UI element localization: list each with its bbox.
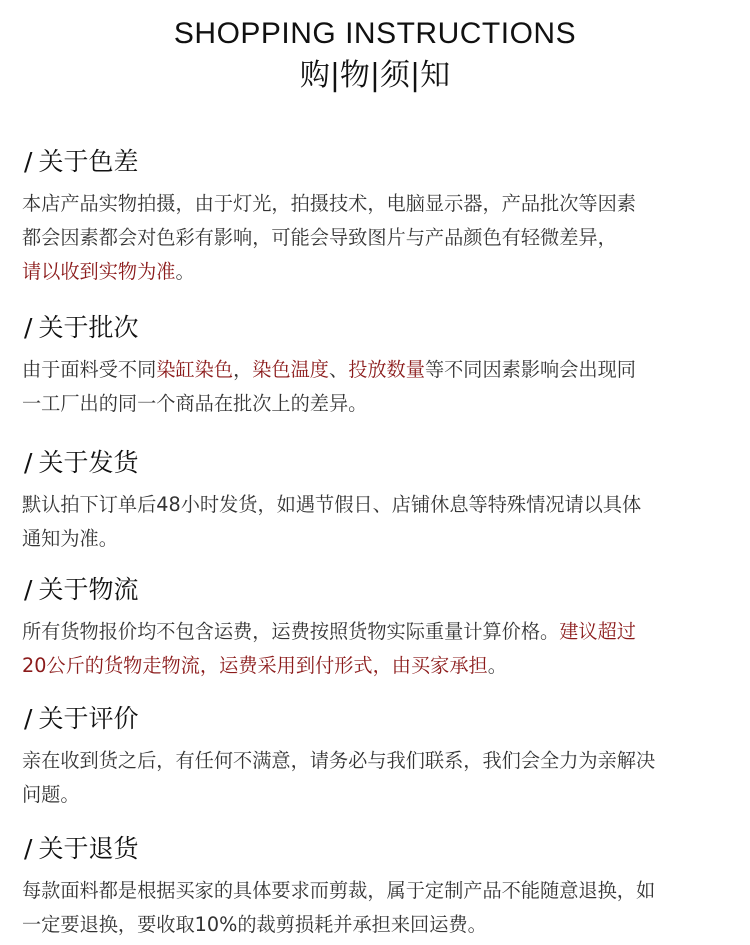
body-line <box>22 908 734 942</box>
section-title <box>24 573 734 607</box>
slash-divider-icon: / <box>24 448 33 477</box>
body-text: 问题。 <box>22 783 80 806</box>
section-body <box>22 615 734 683</box>
section-body <box>22 488 734 556</box>
highlight-text: 染色温度 <box>252 358 329 381</box>
title-chinese: 购|物|须|知 <box>299 58 451 93</box>
body-text: 。 <box>487 654 507 677</box>
section-1 <box>22 145 734 289</box>
body-line <box>22 874 734 908</box>
highlight-text: 请以收到实物为准 <box>22 260 176 283</box>
title-english: SHOPPING INSTRUCTIONS <box>173 17 577 50</box>
body-text: 通知为准。 <box>22 527 118 550</box>
section-title-text: 关于物流 <box>38 575 139 604</box>
slash-divider-icon: / <box>24 313 33 342</box>
section-title-text: 关于评价 <box>38 704 139 733</box>
section-5 <box>22 702 734 812</box>
body-text: 由于面料受不同 <box>22 358 157 381</box>
body-text: 、 <box>329 358 349 381</box>
body-text: 本店产品实物拍摄，由于灯光，拍摄技术，电脑显示器，产品批次等因素 <box>22 192 636 215</box>
highlight-text: 20公斤的货物走物流，运费采用到付形式，由买家承担 <box>22 654 488 677</box>
body-text: ， <box>233 358 253 381</box>
section-title <box>24 145 734 179</box>
body-line <box>22 353 734 387</box>
body-text: 等不同因素影响会出现同 <box>424 358 636 381</box>
section-title <box>24 832 734 866</box>
body-text: 都会因素都会对色彩有影响，可能会导致图片与产品颜色有轻微差异， <box>22 226 617 249</box>
slash-divider-icon: / <box>24 834 33 863</box>
section-title <box>24 702 734 736</box>
body-line <box>22 387 734 421</box>
body-line <box>22 615 734 649</box>
body-line <box>22 187 734 221</box>
body-line <box>22 649 734 683</box>
section-title-text: 关于发货 <box>38 448 139 477</box>
section-title <box>24 311 734 345</box>
body-line <box>22 255 734 289</box>
section-title-text: 关于色差 <box>38 147 139 176</box>
section-body <box>22 744 734 812</box>
section-3 <box>22 446 734 556</box>
body-text: 亲在收到货之后，有任何不满意，请务必与我们联系，我们会全力为亲解决 <box>22 749 656 772</box>
highlight-text: 投放数量 <box>348 358 425 381</box>
section-title <box>24 446 734 480</box>
section-2 <box>22 311 734 421</box>
body-line <box>22 744 734 778</box>
body-text: 一定要退换，要收取10%的裁剪损耗并承担来回运费。 <box>22 913 487 936</box>
slash-divider-icon: / <box>24 147 33 176</box>
section-body <box>22 353 734 421</box>
highlight-text: 染缸染色 <box>156 358 234 381</box>
section-4 <box>22 573 734 683</box>
highlight-text: 建议超过 <box>559 620 636 643</box>
body-text: 。 <box>175 260 195 283</box>
body-line <box>22 778 734 812</box>
body-text: 所有货物报价均不包含运费，运费按照货物实际重量计算价格。 <box>22 620 560 643</box>
body-line <box>22 221 734 255</box>
section-6 <box>22 832 734 942</box>
body-line <box>22 488 734 522</box>
section-title-text: 关于退货 <box>38 834 139 863</box>
body-text: 默认拍下订单后48小时发货，如遇节假日、店铺休息等特殊情况请以具体 <box>22 493 642 516</box>
section-body <box>22 874 734 942</box>
body-text: 每款面料都是根据买家的具体要求而剪裁，属于定制产品不能随意退换，如 <box>22 879 656 902</box>
slash-divider-icon: / <box>24 704 33 733</box>
slash-divider-icon: / <box>24 575 33 604</box>
body-text: 一工厂出的同一个商品在批次上的差异。 <box>22 392 368 415</box>
section-title-text: 关于批次 <box>38 313 139 342</box>
body-line <box>22 522 734 556</box>
section-body <box>22 187 734 289</box>
